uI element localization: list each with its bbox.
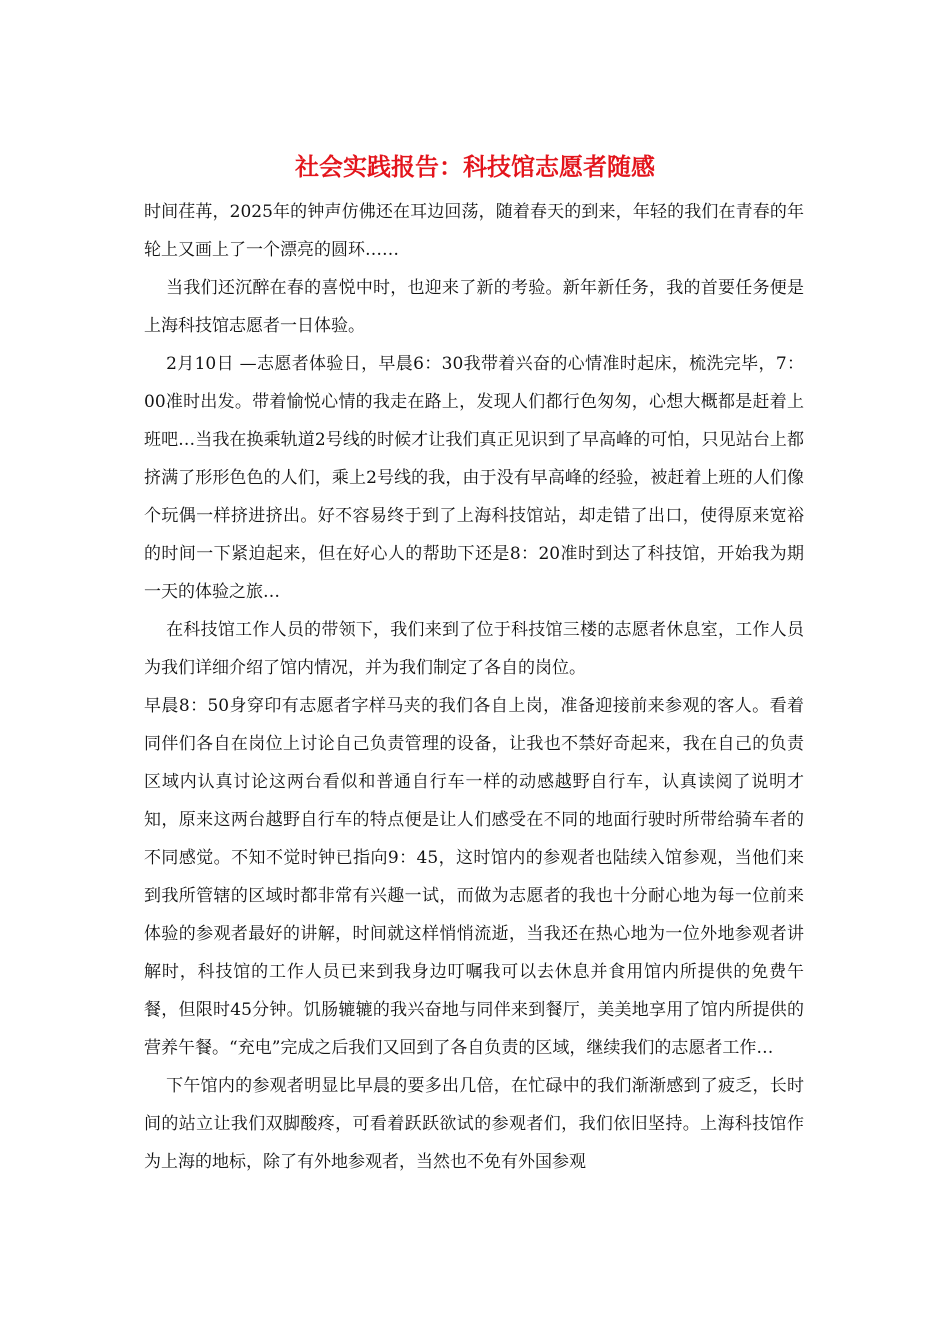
paragraph-6: 下午馆内的参观者明显比早晨的要多出几倍，在忙碌中的我们渐渐感到了疲乏，长时间的站立让我们双脚酸疼，可看着跃跃欲试的参观者们，我们依旧坚持。上海科技馆作为上海的地标，除了有外地参观者，当然也不免有外国参观 xyxy=(144,1076,804,1172)
paragraph-4: 在科技馆工作人员的带领下，我们来到了位于科技馆三楼的志愿者休息室，工作人员为我们详细介绍了馆内情况，并为我们制定了各自的岗位。 xyxy=(144,620,804,678)
document-body xyxy=(144,193,804,1181)
paragraph-5: 早晨8：50身穿印有志愿者字样马夹的我们各自上岗，准备迎接前来参观的客人。看着同伴们各自在岗位上讨论自己负责管理的设备，让我也不禁好奇起来，我在自己的负责区域内认真讨论这两台看似和普通自行车一样的动感越野自行车，认真读阅了说明才知，原来这两台越野自行车的特点便是让人们感受在不同的地面行驶时所带给骑车者的不同感觉。不知不觉时钟已指向9：45，这时馆内的参观者也陆续入馆参观，当他们来到我所管辖的区域时都非常有兴趣一试，而做为志愿者的我也十分耐心地为每一位前来体验的参观者最好的讲解，时间就这样悄悄流逝，当我还在热心地为一位外地参观者讲解时，科技馆的工作人员已来到我身边叮嘱我可以去休息并食用馆内所提供的免费午餐，但限时45分钟。饥肠辘辘的我兴奋地与同伴来到餐厅，美美地享用了馆内所提供的营养午餐。“充电”完成之后我们又回到了各自负责的区域，继续我们的志愿者工作… xyxy=(144,696,804,1058)
paragraph-2: 当我们还沉醉在春的喜悦中时，也迎来了新的考验。新年新任务，我的首要任务便是上海科技馆志愿者一日体验。 xyxy=(144,278,804,336)
paragraph-1: 时间荏苒，2025年的钟声仿佛还在耳边回荡，随着春天的到来，年轻的我们在青春的年轮上又画上了一个漂亮的圆环…… xyxy=(144,202,804,260)
paragraph-3: 2月10日 —志愿者体验日，早晨6：30我带着兴奋的心情准时起床，梳洗完毕，7：00准时出发。带着愉悦心情的我走在路上，发现人们都行色匆匆，心想大概都是赶着上班吧…当我在换乘轨道2号线的时候才让我们真正见识到了早高峰的可怕，只见站台上都挤满了形形色色的人们，乘上2号线的我，由于没有早高峰的经验，被赶着上班的人们像个玩偶一样挤进挤出。好不容易终于到了上海科技馆站，却走错了出口，使得原来宽裕的时间一下紧迫起来，但在好心人的帮助下还是8：20准时到达了科技馆，开始我为期一天的体验之旅… xyxy=(144,354,804,602)
document-title: 社会实践报告：科技馆志愿者随感 xyxy=(295,152,655,181)
